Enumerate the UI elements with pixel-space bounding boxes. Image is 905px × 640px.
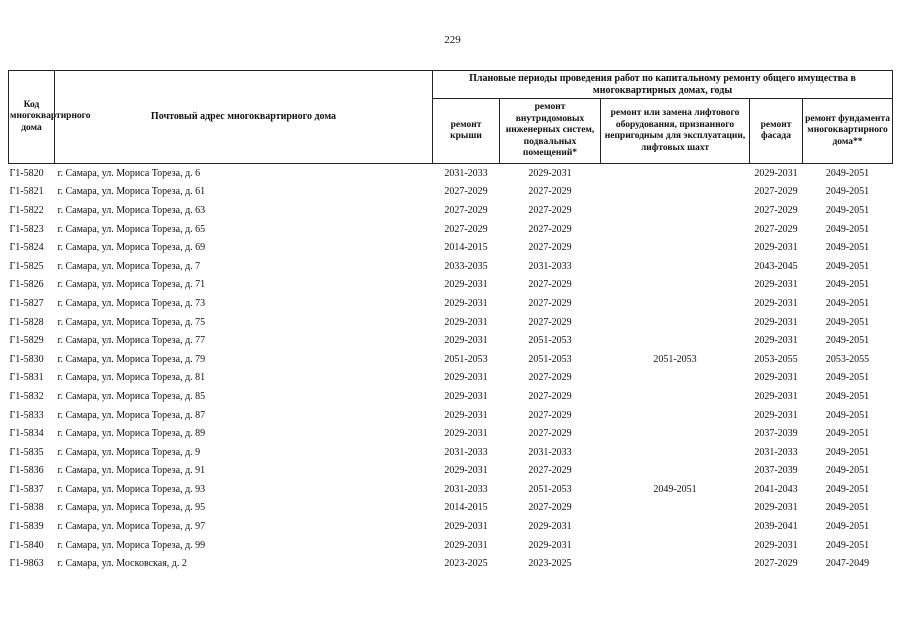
cell-foundation: 2049-2051 [825, 446, 870, 458]
table-row [9, 331, 893, 350]
cell-address: г. Самара, ул. Мориса Тореза, д. 69 [57, 242, 206, 254]
table-row [9, 406, 893, 425]
table-row [9, 238, 893, 257]
cell-code: Г1-5827 [9, 297, 44, 309]
cell-engineering: 2023-2025 [528, 558, 572, 570]
cell-foundation: 2049-2051 [825, 483, 870, 495]
cell-elevator [601, 183, 750, 202]
cell-elevator [601, 201, 750, 220]
cell-code: Г1-5832 [9, 390, 44, 402]
cell-facade: 2029-2031 [754, 316, 798, 328]
cell-address: г. Самара, ул. Мориса Тореза, д. 77 [57, 335, 206, 347]
table-row [9, 313, 893, 332]
cell-facade: 2029-2031 [754, 409, 798, 421]
cell-foundation: 2053-2055 [825, 353, 870, 365]
cell-facade: 2027-2029 [754, 558, 798, 570]
cell-elevator: 2051-2053 [653, 353, 697, 365]
cell-address: г. Самара, ул. Мориса Тореза, д. 73 [57, 297, 206, 309]
cell-roof: 2027-2029 [444, 223, 488, 235]
cell-address: г. Самара, ул. Мориса Тореза, д. 81 [57, 372, 206, 384]
cell-foundation: 2049-2051 [825, 502, 870, 514]
cell-code: Г1-5839 [9, 521, 44, 533]
cell-roof: 2031-2033 [444, 483, 488, 495]
cell-elevator [601, 276, 750, 295]
cell-address: г. Самара, ул. Московская, д. 2 [57, 558, 187, 570]
table-row [9, 201, 893, 220]
cell-code: Г1-5826 [9, 279, 44, 291]
header-row-top [9, 71, 893, 99]
cell-address: г. Самара, ул. Мориса Тореза, д. 97 [57, 521, 206, 533]
cell-engineering: 2027-2029 [528, 279, 572, 291]
cell-roof: 2029-2031 [444, 465, 488, 477]
cell-code: Г1-5840 [9, 539, 44, 551]
cell-facade: 2031-2033 [754, 446, 798, 458]
cell-foundation: 2047-2049 [825, 558, 870, 570]
cell-elevator [601, 554, 750, 573]
cell-elevator [601, 443, 750, 462]
cell-address: г. Самара, ул. Мориса Тореза, д. 7 [57, 260, 201, 272]
cell-facade: 2039-2041 [754, 521, 798, 533]
cell-foundation: 2049-2051 [825, 335, 870, 347]
cell-elevator [601, 424, 750, 443]
cell-foundation: 2049-2051 [825, 297, 870, 309]
page-number: 229 [444, 34, 461, 46]
cell-elevator [601, 369, 750, 388]
cell-elevator [601, 499, 750, 518]
cell-elevator [601, 313, 750, 332]
cell-address: г. Самара, ул. Мориса Тореза, д. 65 [57, 223, 206, 235]
header-foundation: ремонт фундамента многоквартирного дома** [803, 99, 893, 164]
cell-address: г. Самара, ул. Мориса Тореза, д. 9 [57, 446, 201, 458]
cell-address: г. Самара, ул. Мориса Тореза, д. 87 [57, 409, 206, 421]
cell-engineering: 2031-2033 [528, 260, 572, 272]
cell-code: Г1-5831 [9, 372, 44, 384]
table-row [9, 443, 893, 462]
cell-foundation: 2049-2051 [825, 465, 870, 477]
cell-elevator [601, 164, 750, 183]
cell-facade: 2037-2039 [754, 428, 798, 440]
cell-roof: 2029-2031 [444, 335, 488, 347]
cell-facade: 2029-2031 [754, 297, 798, 309]
cell-elevator [601, 331, 750, 350]
cell-elevator [601, 238, 750, 257]
cell-address: г. Самара, ул. Мориса Тореза, д. 6 [57, 167, 201, 179]
cell-foundation: 2049-2051 [825, 428, 870, 440]
cell-roof: 2031-2033 [444, 446, 488, 458]
table-row [9, 480, 893, 499]
cell-code: Г1-5830 [9, 353, 44, 365]
cell-address: г. Самара, ул. Мориса Тореза, д. 95 [57, 502, 206, 514]
cell-facade: 2029-2031 [754, 390, 798, 402]
cell-address: г. Самара, ул. Мориса Тореза, д. 61 [57, 186, 206, 198]
cell-roof: 2029-2031 [444, 390, 488, 402]
cell-foundation: 2049-2051 [825, 521, 870, 533]
table-row [9, 517, 893, 536]
capital-repair-table [8, 70, 893, 573]
cell-engineering: 2027-2029 [528, 428, 572, 440]
cell-facade: 2041-2043 [754, 483, 798, 495]
cell-foundation: 2049-2051 [825, 242, 870, 254]
cell-foundation: 2049-2051 [825, 223, 870, 235]
cell-code: Г1-5835 [9, 446, 44, 458]
cell-facade: 2029-2031 [754, 167, 798, 179]
cell-code: Г1-5833 [9, 409, 44, 421]
cell-elevator [601, 536, 750, 555]
cell-engineering: 2031-2033 [528, 446, 572, 458]
cell-address: г. Самара, ул. Мориса Тореза, д. 85 [57, 390, 206, 402]
cell-engineering: 2027-2029 [528, 186, 572, 198]
cell-roof: 2029-2031 [444, 539, 488, 551]
cell-engineering: 2027-2029 [528, 409, 572, 421]
table-row [9, 536, 893, 555]
cell-facade: 2053-2055 [754, 353, 798, 365]
table-row [9, 257, 893, 276]
cell-roof: 2033-2035 [444, 260, 488, 272]
cell-engineering: 2051-2053 [528, 483, 572, 495]
cell-address: г. Самара, ул. Мориса Тореза, д. 71 [57, 279, 206, 291]
cell-code: Г1-5822 [9, 204, 44, 216]
cell-code: Г1-5828 [9, 316, 44, 328]
table-row [9, 554, 893, 573]
table-row [9, 462, 893, 481]
cell-foundation: 2049-2051 [825, 409, 870, 421]
cell-code: Г1-5838 [9, 502, 44, 514]
cell-elevator [601, 257, 750, 276]
header-engineering: ремонт внутридомовых инженерных систем, подвальных помещений* [500, 99, 601, 164]
cell-address: г. Самара, ул. Мориса Тореза, д. 63 [57, 204, 206, 216]
cell-address: г. Самара, ул. Мориса Тореза, д. 99 [57, 539, 206, 551]
cell-engineering: 2027-2029 [528, 297, 572, 309]
cell-elevator: 2049-2051 [653, 483, 697, 495]
table-row [9, 387, 893, 406]
cell-code: Г1-5821 [9, 186, 44, 198]
cell-roof: 2027-2029 [444, 186, 488, 198]
header-roof: ремонт крыши [433, 99, 500, 164]
cell-engineering: 2027-2029 [528, 204, 572, 216]
table-row [9, 183, 893, 202]
cell-roof: 2023-2025 [444, 558, 488, 570]
cell-foundation: 2049-2051 [825, 390, 870, 402]
cell-engineering: 2051-2053 [528, 353, 572, 365]
cell-roof: 2014-2015 [444, 502, 488, 514]
cell-engineering: 2051-2053 [528, 335, 572, 347]
cell-facade: 2037-2039 [754, 465, 798, 477]
cell-elevator [601, 462, 750, 481]
cell-code: Г1-5820 [9, 167, 44, 179]
cell-engineering: 2027-2029 [528, 465, 572, 477]
cell-facade: 2029-2031 [754, 372, 798, 384]
cell-facade: 2043-2045 [754, 260, 798, 272]
cell-engineering: 2027-2029 [528, 242, 572, 254]
header-code: Код многоквартирного дома [9, 71, 55, 164]
cell-address: г. Самара, ул. Мориса Тореза, д. 79 [57, 353, 206, 365]
header-address: Почтовый адрес многоквартирного дома [55, 71, 433, 164]
cell-engineering: 2027-2029 [528, 223, 572, 235]
cell-elevator [601, 387, 750, 406]
cell-engineering: 2029-2031 [528, 167, 572, 179]
header-periods-group: Плановые периоды проведения работ по капитальному ремонту общего имущества в многоквартирных домах, годы [433, 71, 893, 99]
cell-code: Г1-5837 [9, 483, 44, 495]
cell-address: г. Самара, ул. Мориса Тореза, д. 91 [57, 465, 206, 477]
cell-foundation: 2049-2051 [825, 260, 870, 272]
cell-roof: 2051-2053 [444, 353, 488, 365]
cell-facade: 2027-2029 [754, 186, 798, 198]
table-row [9, 294, 893, 313]
table-row [9, 220, 893, 239]
cell-engineering: 2027-2029 [528, 316, 572, 328]
table-row [9, 499, 893, 518]
cell-roof: 2029-2031 [444, 372, 488, 384]
cell-facade: 2029-2031 [754, 242, 798, 254]
cell-engineering: 2029-2031 [528, 539, 572, 551]
cell-code: Г1-5825 [9, 260, 44, 272]
cell-foundation: 2049-2051 [825, 204, 870, 216]
table-row [9, 424, 893, 443]
cell-roof: 2029-2031 [444, 521, 488, 533]
cell-roof: 2029-2031 [444, 409, 488, 421]
cell-code: Г1-5824 [9, 242, 44, 254]
cell-engineering: 2027-2029 [528, 372, 572, 384]
table-row [9, 350, 893, 369]
cell-code: Г1-5836 [9, 465, 44, 477]
cell-foundation: 2049-2051 [825, 186, 870, 198]
cell-code: Г1-5834 [9, 428, 44, 440]
cell-code: Г1-5829 [9, 335, 44, 347]
cell-roof: 2029-2031 [444, 316, 488, 328]
table-row [9, 369, 893, 388]
cell-engineering: 2027-2029 [528, 390, 572, 402]
cell-foundation: 2049-2051 [825, 539, 870, 551]
cell-engineering: 2029-2031 [528, 521, 572, 533]
cell-roof: 2014-2015 [444, 242, 488, 254]
cell-facade: 2029-2031 [754, 539, 798, 551]
cell-engineering: 2027-2029 [528, 502, 572, 514]
cell-elevator [601, 517, 750, 536]
cell-roof: 2027-2029 [444, 204, 488, 216]
cell-address: г. Самара, ул. Мориса Тореза, д. 75 [57, 316, 206, 328]
cell-roof: 2029-2031 [444, 428, 488, 440]
table-body [9, 164, 893, 574]
cell-foundation: 2049-2051 [825, 316, 870, 328]
table-row [9, 164, 893, 183]
cell-facade: 2029-2031 [754, 279, 798, 291]
cell-foundation: 2049-2051 [825, 167, 870, 179]
cell-address: г. Самара, ул. Мориса Тореза, д. 93 [57, 483, 206, 495]
cell-elevator [601, 220, 750, 239]
cell-address: г. Самара, ул. Мориса Тореза, д. 89 [57, 428, 206, 440]
cell-facade: 2029-2031 [754, 335, 798, 347]
cell-elevator [601, 294, 750, 313]
cell-roof: 2029-2031 [444, 279, 488, 291]
cell-code: Г1-5823 [9, 223, 44, 235]
cell-facade: 2027-2029 [754, 223, 798, 235]
header-facade: ремонт фасада [750, 99, 803, 164]
cell-foundation: 2049-2051 [825, 279, 870, 291]
header-elevator: ремонт или замена лифтового оборудования, признанного непригодным для эксплуатации, лифтовых шахт [601, 99, 750, 164]
cell-code: Г1-9863 [9, 558, 44, 570]
table-row [9, 276, 893, 295]
cell-foundation: 2049-2051 [825, 372, 870, 384]
cell-facade: 2027-2029 [754, 204, 798, 216]
cell-roof: 2031-2033 [444, 167, 488, 179]
cell-roof: 2029-2031 [444, 297, 488, 309]
cell-facade: 2029-2031 [754, 502, 798, 514]
cell-elevator [601, 406, 750, 425]
